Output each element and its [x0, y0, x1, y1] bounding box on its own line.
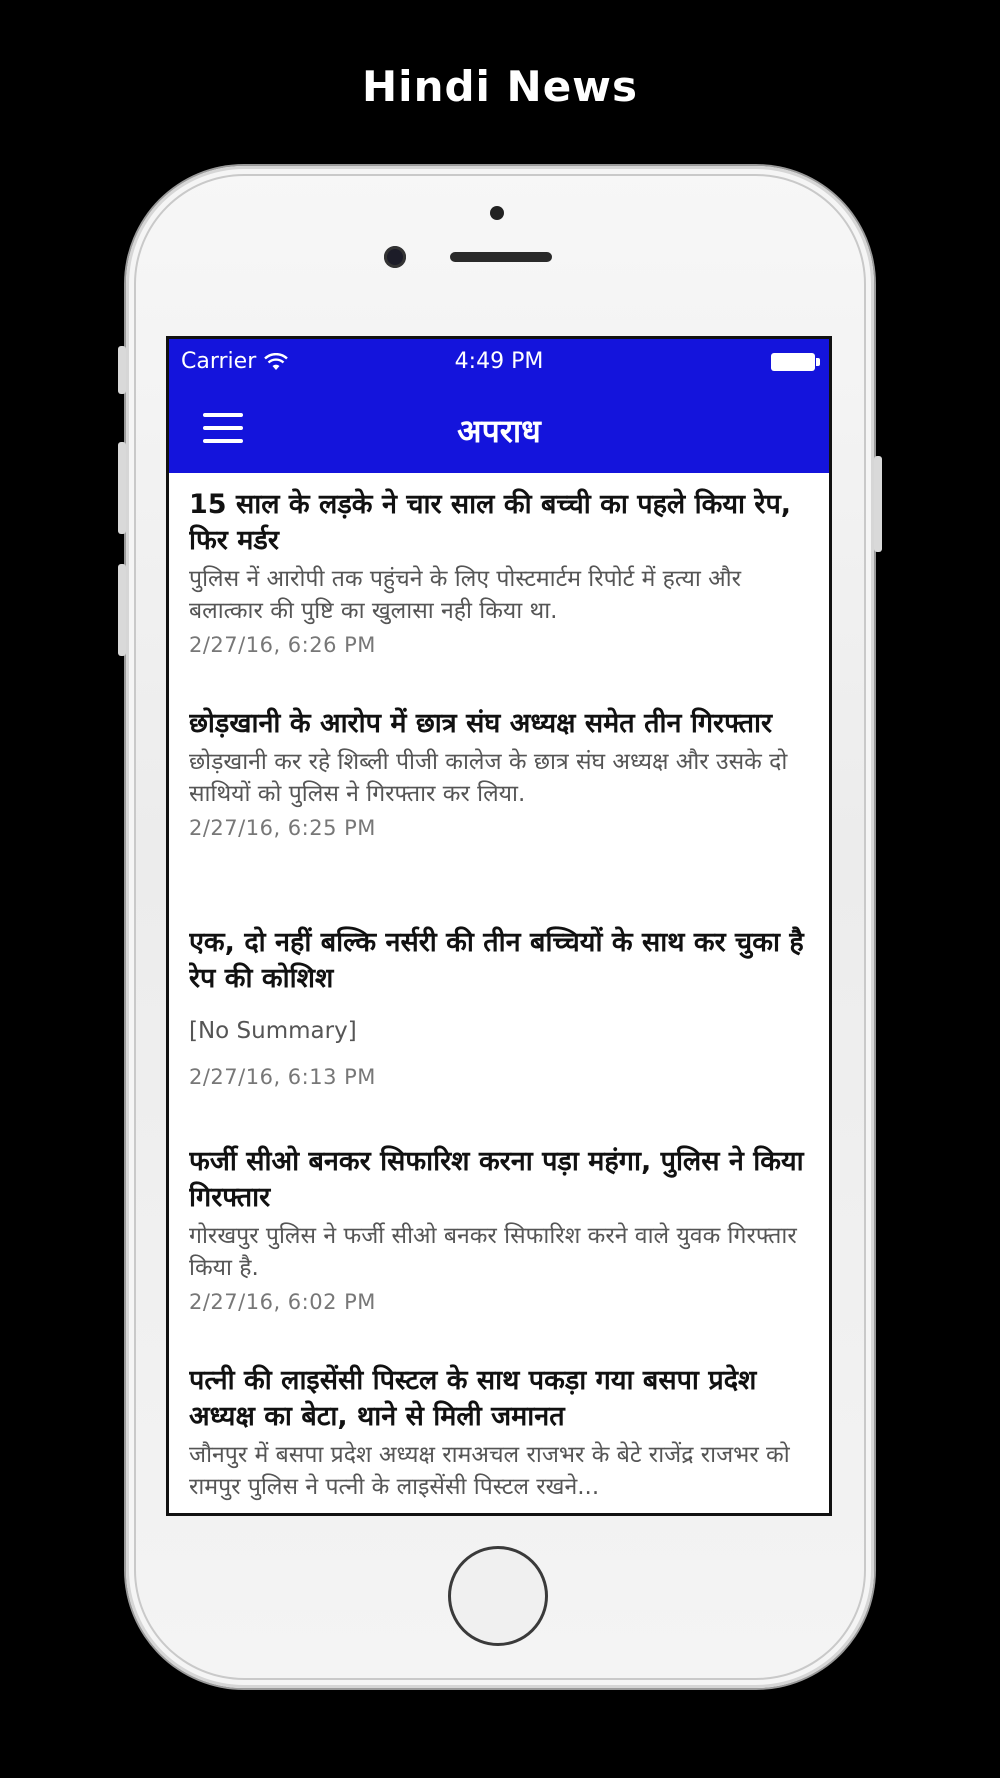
- news-date: 2/27/16, 6:13 PM: [189, 1065, 376, 1089]
- proximity-sensor: [490, 206, 504, 220]
- news-item[interactable]: [189, 1349, 811, 1516]
- earpiece-speaker: [450, 252, 552, 262]
- news-summary: पुलिस नें आरोपी तक पहुंचने के लिए पोस्टमार्टम रिपोर्ट में हत्या और बलात्कार की पुष्टि का खुलासा नही किया था.: [189, 566, 742, 624]
- news-date: 2/27/16, 6:25 PM: [189, 816, 376, 840]
- app-screen: [166, 336, 832, 1516]
- news-date: 2/27/16, 6:26 PM: [189, 633, 376, 657]
- page-title: अपराध: [457, 412, 541, 450]
- battery-icon: [771, 353, 815, 371]
- app-bar: [169, 339, 829, 473]
- news-summary: गोरखपुर पुलिस ने फर्जी सीओ बनकर सिफारिश करने वाले युवक गिरफ्तार किया है.: [189, 1223, 797, 1281]
- volume-up-button: [118, 442, 126, 534]
- promo-title: Hindi News: [362, 62, 638, 111]
- news-summary: छोड़खानी कर रहे शिब्ली पीजी कालेज के छात्र संघ अध्यक्ष और उसके दो साथियों को पुलिस ने गिरफ्तार कर लिया.: [189, 749, 788, 807]
- carrier-label: Carrier: [181, 349, 257, 374]
- power-button: [874, 456, 882, 552]
- volume-down-button: [118, 564, 126, 656]
- news-item[interactable]: [189, 911, 811, 1130]
- news-summary: जौनपुर में बसपा प्रदेश अध्यक्ष रामअचल राजभर के बेटे राजेंद्र राजभर को रामपुर पुलिस ने पत्नी के लाइसेंसी पिस्टल रखने...: [189, 1442, 790, 1500]
- news-headline: 15 साल के लड़के ने चार साल की बच्ची का पहले किया रेप, फिर मर्डर: [189, 489, 792, 556]
- news-item[interactable]: [189, 692, 811, 911]
- news-feed[interactable]: [169, 473, 829, 1516]
- news-headline: छोड़खानी के आरोप में छात्र संघ अध्यक्ष समेत तीन गिरफ्तार: [189, 708, 773, 739]
- news-date: 2/27/16, 6:02 PM: [189, 1290, 376, 1314]
- news-summary: [No Summary]: [189, 1018, 357, 1044]
- news-item[interactable]: [189, 473, 811, 692]
- home-button[interactable]: [448, 1546, 548, 1646]
- news-headline: पत्नी की लाइसेंसी पिस्टल के साथ पकड़ा गया बसपा प्रदेश अध्यक्ष का बेटा, थाने से मिली जमानत: [189, 1365, 757, 1432]
- mute-switch: [118, 346, 126, 394]
- news-item[interactable]: [189, 1130, 811, 1349]
- news-headline: फर्जी सीओ बनकर सिफारिश करना पड़ा महंगा, पुलिस ने किया गिरफ्तार: [189, 1146, 804, 1213]
- navigation-bar: [169, 403, 829, 459]
- front-camera: [384, 246, 406, 268]
- status-time: 4:49 PM: [454, 349, 544, 374]
- news-headline: एक, दो नहीं बल्कि नर्सरी की तीन बच्चियों के साथ कर चुका है रेप की कोशिश: [189, 927, 804, 994]
- status-bar: [169, 347, 829, 377]
